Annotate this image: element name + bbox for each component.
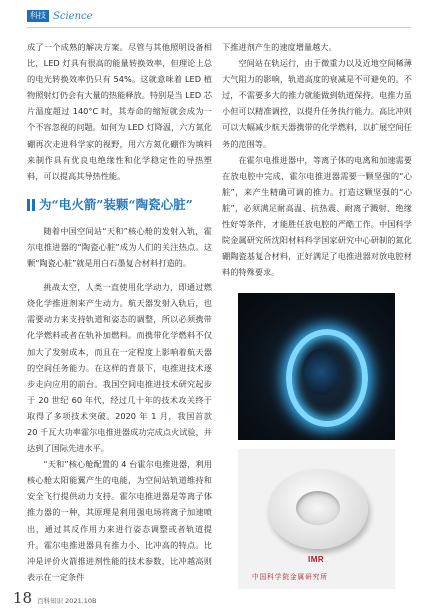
section-name-en: Science	[53, 10, 93, 22]
section-title: 为“电火箭”装颗“陶瓷心脏”	[39, 196, 193, 212]
header-divider	[27, 27, 411, 28]
ceramic-disk-hole	[296, 491, 340, 525]
hall-thruster-photo	[238, 293, 395, 440]
page-footer	[13, 589, 97, 607]
page-header	[27, 10, 93, 22]
ceramic-ring-photo	[238, 449, 395, 589]
imr-logo: IMR	[308, 555, 325, 564]
right-para-3: 在霍尔电推进器中，等离子体的电离和加速需要在放电腔中完成，霍尔电推进器需要一颗坚强的“心脏”，来产生精确可调的推力。打造这颗坚强的“心脏”，必须满足耐高温、抗热震、耐离子溅射、绝缘性好等条件，才能胜任放电腔的严酷工作。中国科学院金属研究所沈阳材料科学国家研究中心研制的氮化硼陶瓷基复合材料，正好满足了电推进器对放电腔材料的特殊要求。	[222, 154, 412, 278]
section-heading	[27, 197, 212, 213]
thruster-core	[302, 349, 340, 395]
section-bars-icon	[27, 199, 35, 211]
left-para-4: “天和”核心舱配置的 4 台霍尔电推进器，利用核心舱太阳能翼产生的电能，为空间站轨道维持和安全飞行提供动力支持。霍尔电推进器是等离子体推力器的一种，其原理是利用强电场将离子加速喷出，通过其反作用力来进行姿态调整或者轨道提升。霍尔电推进器具有推力小、比冲高的特点。比冲是评价火箭推进剂性能的技术参数，比冲越高则表示在一定条件	[27, 459, 212, 582]
right-para-2: 空间站在轨运行，由于微重力以及近地空间稀薄大气阻力的影响，轨道高度的衰减是不可避免的。不过，不需要多大的推力就能做到轨道保持。电推力虽小但可以精准调控，以提升任务执行能力。高比冲则可以大幅减少航天器携带的化学燃料，以扩展空间任务的范围等。	[222, 58, 412, 149]
right-para-1: 下推进剂产生的速度增量越大。	[222, 42, 337, 52]
right-column	[222, 39, 412, 280]
left-para-3: 挑战太空，人类一直使用化学动力，即通过燃烧化学推进剂来产生动力。航天器发射入轨后，也需要动力来支持轨道和姿态的调整，所以必须携带化学燃料或者在轨补加燃料。而携带化学燃料不仅加大了发射成本，而且在一定程度上影响着航天器的空间任务能力。在这样的背景下，电推进技术逐步走向应用的前台。我国空间电推进技术研究起步于 20 世纪 60 年代，经过几十年的技术攻关终于取得了多项技术突破。2020 年 1 月，我国首款 20 千瓦大功率霍尔电推进器成功完成点火试验，并达到了国际先进水平。	[27, 282, 212, 454]
section-tag: 科技	[27, 10, 49, 22]
left-para-2: 随着中国空间站“天和”核心舱的发射入轨，霍尔电推进器的“陶瓷心脏”成为人们的关注热点。这颗“陶瓷心脏”就是用白石墨复合材料打造的。	[27, 225, 212, 269]
left-column	[27, 39, 212, 585]
institute-name: 中国科学院金属研究所	[252, 573, 328, 581]
magazine-issue: 百科知识 2021.10B	[37, 597, 97, 605]
page-number: 18	[13, 589, 33, 607]
left-para-1: 成了一个成熟的解决方案。尽管与其他照明设备相比，LED 灯具有很高的能量转换效率，但理论上总的电光转换效率仍只有 54%。这就意味着 LED 植物照射灯仍会有大量的热能释放。特别是当 LED 芯片温度超过 140°C 时，其寿命的缩短就会成为一个不容忽视的问题。如何为 LED 灯降温，六方氮化硼再次走进科学家的视野，用六方氮化硼作为填料来制作具有优良电绝缘性和化学稳定性的导热塑料，可以提高其导热性能。	[27, 42, 212, 181]
